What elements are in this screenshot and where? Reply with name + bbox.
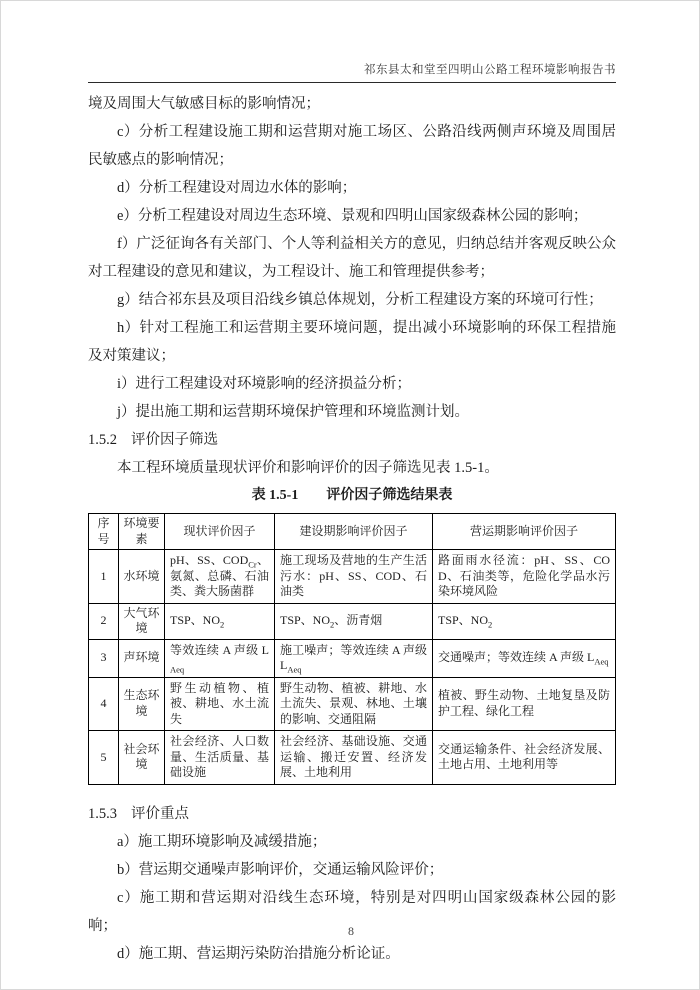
factor-screening-table xyxy=(88,513,616,785)
page-content xyxy=(88,61,616,968)
table-cell: 施工现场及营地的生产生活污水：pH、SS、COD、石油类 xyxy=(275,550,433,604)
table-cell: 路面雨水径流：pH、SS、COD、石油类等，危险化学品水污染环境风险 xyxy=(433,550,616,604)
paragraph: d）分析工程建设对周边水体的影响； xyxy=(117,180,357,196)
column-header: 环境要素 xyxy=(119,514,165,550)
table-cell: pH、SS、$COD_{Cr}$、氨氮、总磷、石油类、粪大肠菌群 xyxy=(165,550,275,604)
table-cell: 社会环境 xyxy=(119,731,165,785)
paragraph: 境及周围大气敏感目标的影响情况； xyxy=(88,96,320,112)
section-number: 1.5.3 xyxy=(88,805,117,822)
list-item: d）施工期、营运期污染防治措施分析论证。 xyxy=(117,945,400,962)
section-heading-153 xyxy=(88,800,616,828)
table-cell: 等效连续 A 声级 $L_{Aeq}$ xyxy=(165,639,275,677)
table-cell: 交通噪声；等效连续 A 声级 $L_{Aeq}$ xyxy=(433,639,616,677)
table-row xyxy=(89,639,616,677)
paragraph: j）提出施工期和运营期环境保护管理和环境监测计划。 xyxy=(117,404,470,420)
row-number-cell: 3 xyxy=(89,639,119,677)
intro-paragraphs xyxy=(88,90,616,426)
table-row xyxy=(89,731,616,785)
table-cell: TSP、$NO_2$、沥青烟 xyxy=(275,603,433,639)
table-cell: 水环境 xyxy=(119,550,165,604)
table-row xyxy=(89,677,616,731)
row-number-cell: 4 xyxy=(89,677,119,731)
table-cell: 社会经济、人口数量、生活质量、基础设施 xyxy=(165,731,275,785)
section-153 xyxy=(88,800,616,968)
table-cell: 交通运输条件、社会经济发展、土地占用、土地利用等 xyxy=(433,731,616,785)
page-number: 8 xyxy=(348,924,354,938)
section-153-items xyxy=(88,828,616,968)
list-item: c）施工期和营运期对沿线生态环境，特别是对四明山国家级森林公园的影响； xyxy=(88,889,616,934)
table-caption-label: 表 1.5-1 xyxy=(251,488,299,503)
paragraph: c）分析工程建设施工期和运营期对施工场区、公路沿线两侧声环境及周围居民敏感点的影响情况； xyxy=(88,124,616,168)
section-lead: 本工程环境质量现状评价和影响评价的因子筛选见表 1.5-1。 xyxy=(117,460,499,476)
table-cell: 野生动植物、植被、耕地、水土流失 xyxy=(165,677,275,731)
table-cell: 大气环境 xyxy=(119,603,165,639)
table-cell: 声环境 xyxy=(119,639,165,677)
running-header xyxy=(88,61,616,83)
paragraph: f）广泛征询各有关部门、个人等利益相关方的意见，归纳总结并客观反映公众对工程建设的意见和建议，为工程设计、施工和管理提供参考； xyxy=(88,236,616,280)
table-cell: TSP、$NO_2$ xyxy=(433,603,616,639)
table-cell: 植被、野生动物、土地复垦及防护工程、绿化工程 xyxy=(433,677,616,731)
column-header: 营运期影响评价因子 xyxy=(433,514,616,550)
column-header: 建设期影响评价因子 xyxy=(275,514,433,550)
section-title: 评价因子筛选 xyxy=(131,432,218,448)
table-header-row xyxy=(89,514,616,550)
table-row xyxy=(89,550,616,604)
list-item: b）营运期交通噪声影响评价，交通运输风险评价； xyxy=(117,861,444,878)
paragraph: g）结合祁东县及项目沿线乡镇总体规划，分析工程建设方案的环境可行性； xyxy=(117,292,603,308)
section-number: 1.5.2 xyxy=(88,432,117,448)
paragraph: h）针对工程施工和运营期主要环境问题，提出减小环境影响的环保工程措施及对策建议； xyxy=(88,320,616,364)
table-cell: 野生动物、植被、耕地、水土流失、景观、林地、土壤的影响、交通阻隔 xyxy=(275,677,433,731)
row-number-cell: 5 xyxy=(89,731,119,785)
table-cell: 社会经济、基础设施、交通运输、搬迁安置、经济发展、土地利用 xyxy=(275,731,433,785)
table-cell: TSP、$NO_2$ xyxy=(165,603,275,639)
table-cell: 生态环境 xyxy=(119,677,165,731)
table-row xyxy=(89,603,616,639)
list-item: a）施工期环境影响及减缓措施； xyxy=(117,833,327,850)
column-header: 现状评价因子 xyxy=(165,514,275,550)
section-heading-152 xyxy=(88,426,616,454)
paragraph: e）分析工程建设对周边生态环境、景观和四明山国家级森林公园的影响； xyxy=(117,208,588,224)
column-header: 序号 xyxy=(89,514,119,550)
table-body xyxy=(89,550,616,785)
row-number-cell: 2 xyxy=(89,603,119,639)
section-title: 评价重点 xyxy=(131,805,189,822)
table-caption xyxy=(88,484,616,508)
report-title: 祁东县太和堂至四明山公路工程环境影响报告书 xyxy=(364,64,616,76)
table-caption-title: 评价因子筛选结果表 xyxy=(326,488,453,503)
paragraph: i）进行工程建设对环境影响的经济损益分析； xyxy=(117,376,412,392)
row-number-cell: 1 xyxy=(89,550,119,604)
table-cell: 施工噪声；等效连续 A 声级 $L_{Aeq}$ xyxy=(275,639,433,677)
